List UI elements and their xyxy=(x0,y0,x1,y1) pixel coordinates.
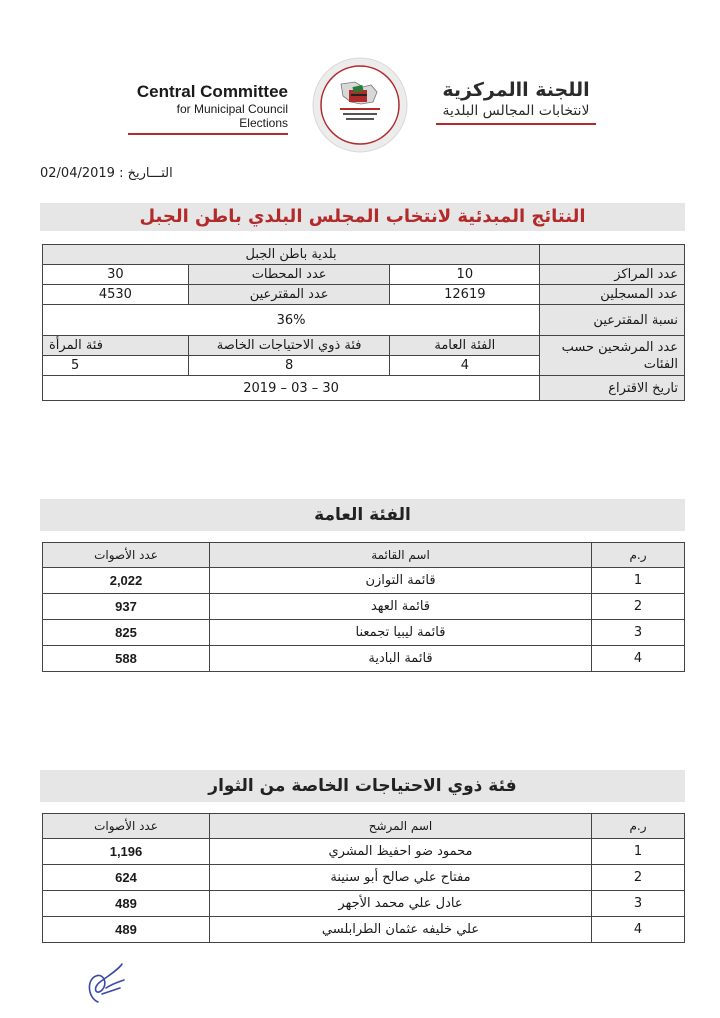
category-general-count: 4 xyxy=(390,356,540,376)
centers-value: 10 xyxy=(390,265,540,285)
vote-count: 588 xyxy=(43,646,210,672)
list-name: قائمة التوازن xyxy=(210,568,592,594)
general-category-title: الفئة العامة xyxy=(314,505,411,525)
committee-name-arabic xyxy=(436,78,596,125)
signature-icon xyxy=(78,958,138,1008)
column-header-candidate-name: اسم المرشح xyxy=(210,814,592,839)
committee-name-en-line1: Central Committee xyxy=(136,82,288,101)
vote-count: 937 xyxy=(43,594,210,620)
row-number: 3 xyxy=(592,620,685,646)
table-row xyxy=(43,839,685,865)
table-row xyxy=(43,646,685,672)
column-header-number: ر.م xyxy=(592,814,685,839)
candidates-by-category-label: عدد المرشحين حسب الفئات xyxy=(540,336,685,376)
column-header-votes: عدد الأصوات xyxy=(43,543,210,568)
category-women-count: 5 xyxy=(43,356,189,376)
committee-name-english xyxy=(128,82,288,135)
committee-name-ar-line1: اللجنة االمركزية xyxy=(442,79,590,101)
committee-name-ar-line2: لانتخابات المجالس البلدية xyxy=(442,103,590,119)
table-row xyxy=(43,568,685,594)
header-divider-right xyxy=(436,123,596,125)
category-special-count: 8 xyxy=(188,356,390,376)
candidate-name: مفتاح علي صالح أبو سنينة xyxy=(210,865,592,891)
row-number: 1 xyxy=(592,568,685,594)
vote-count: 489 xyxy=(43,917,210,943)
row-number: 4 xyxy=(592,917,685,943)
committee-logo-icon xyxy=(311,56,409,154)
list-name: قائمة ليبيا تجمعنا xyxy=(210,620,592,646)
column-header-votes: عدد الأصوات xyxy=(43,814,210,839)
candidate-name: علي خليفه عثمان الطرابلسي xyxy=(210,917,592,943)
candidate-name: محمود ضو احفيظ المشري xyxy=(210,839,592,865)
poll-date-label: تاريخ الاقتراع xyxy=(540,376,685,401)
candidate-name: عادل علي محمد الأجهر xyxy=(210,891,592,917)
main-title-banner xyxy=(40,203,685,231)
turnout-value: 36% xyxy=(43,305,540,336)
category-general-label: الفئة العامة xyxy=(390,336,540,356)
table-row xyxy=(43,620,685,646)
table-row xyxy=(43,865,685,891)
table-header-row xyxy=(43,543,685,568)
vote-count: 489 xyxy=(43,891,210,917)
vote-count: 2,022 xyxy=(43,568,210,594)
municipality-name: بلدية باطن الجبل xyxy=(43,245,540,265)
general-category-banner xyxy=(40,499,685,531)
voters-label: عدد المقترعين xyxy=(188,285,390,305)
special-results-table xyxy=(42,813,685,943)
info-spacer xyxy=(540,245,685,265)
column-header-number: ر.م xyxy=(592,543,685,568)
stations-value: 30 xyxy=(43,265,189,285)
registered-value: 12619 xyxy=(390,285,540,305)
category-women-label: فئة المرأة xyxy=(43,336,189,356)
column-header-list-name: اسم القائمة xyxy=(210,543,592,568)
table-row xyxy=(43,594,685,620)
vote-count: 1,196 xyxy=(43,839,210,865)
poll-date-value xyxy=(43,376,540,401)
table-row xyxy=(43,917,685,943)
row-number: 3 xyxy=(592,891,685,917)
header-divider-left xyxy=(128,133,288,135)
list-name: قائمة العهد xyxy=(210,594,592,620)
special-category-banner xyxy=(40,770,685,802)
vote-count: 624 xyxy=(43,865,210,891)
row-number: 2 xyxy=(592,865,685,891)
category-special-label: فئة ذوي الاحتياجات الخاصة xyxy=(188,336,390,356)
committee-name-en-line2: for Municipal Council Elections xyxy=(176,102,288,130)
election-info-table xyxy=(42,244,685,401)
table-row xyxy=(43,891,685,917)
poll-date-text: 2019 – 03 – 30 xyxy=(243,380,339,396)
registered-label: عدد المسجلين xyxy=(540,285,685,305)
special-category-title: فئة ذوي الاحتياجات الخاصة من الثوار xyxy=(208,776,517,796)
row-number: 1 xyxy=(592,839,685,865)
list-name: قائمة البادية xyxy=(210,646,592,672)
voters-value: 4530 xyxy=(43,285,189,305)
table-header-row xyxy=(43,814,685,839)
main-title: النتائج المبدئية لانتخاب المجلس البلدي باطن الجبل xyxy=(139,206,586,227)
row-number: 2 xyxy=(592,594,685,620)
row-number: 4 xyxy=(592,646,685,672)
turnout-label: نسبة المقترعين xyxy=(540,305,685,336)
stations-label: عدد المحطات xyxy=(188,265,390,285)
vote-count: 825 xyxy=(43,620,210,646)
centers-label: عدد المراكز xyxy=(540,265,685,285)
general-results-table xyxy=(42,542,685,672)
document-date: التـــاريخ : 02/04/2019 xyxy=(40,166,173,181)
